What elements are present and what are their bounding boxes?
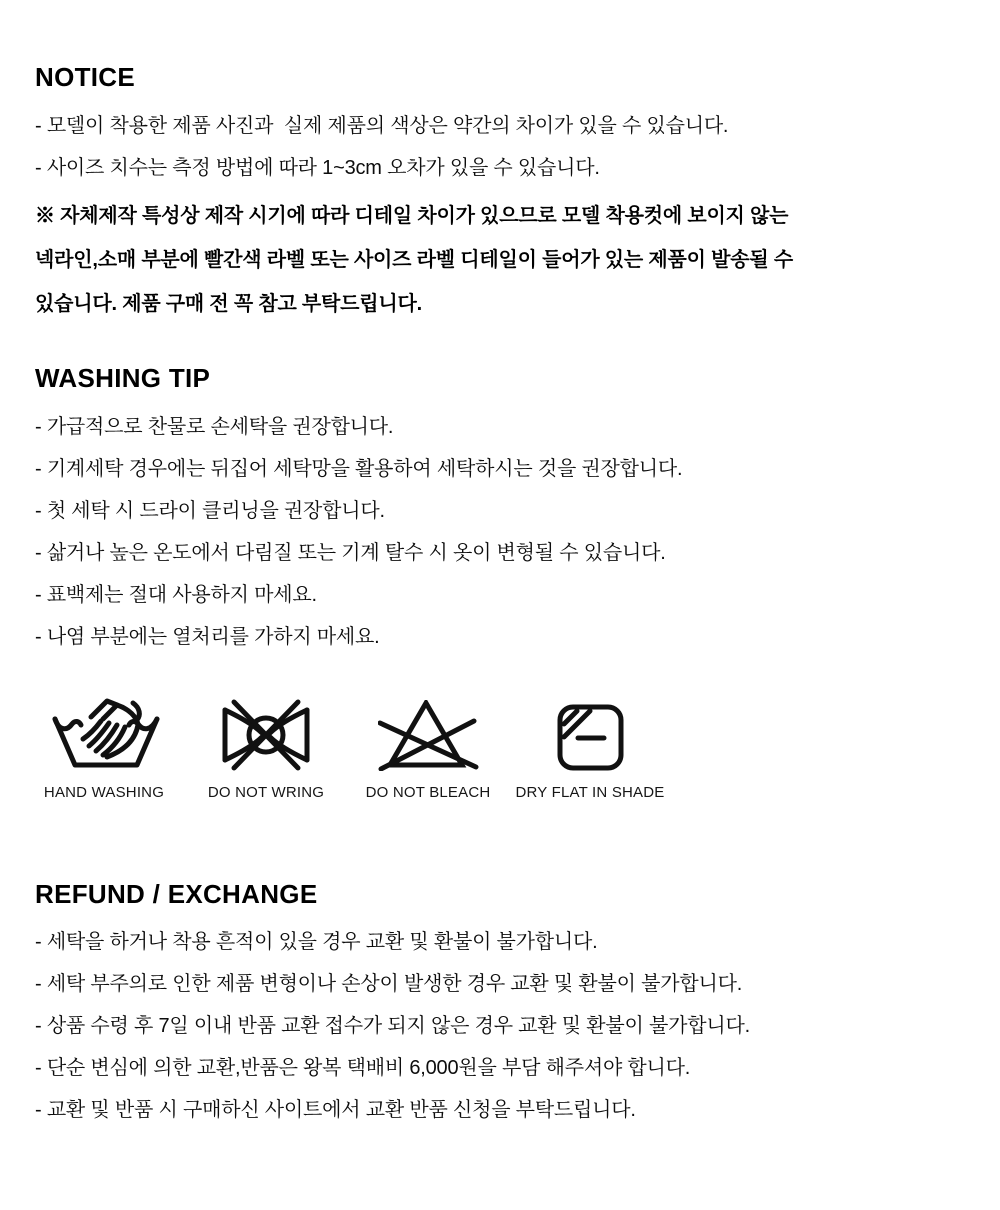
do-not-bleach-icon — [378, 700, 479, 771]
refund-exchange-item: - 세탁 부주의로 인한 제품 변형이나 손상이 발생한 경우 교환 및 환불이 불가합니다. — [35, 973, 743, 995]
production-warning-line: 넥라인,소매 부분에 빨간색 라벨 또는 사이즈 라벨 디테일이 들어가 있는 제품이 발송될 수 — [35, 249, 793, 271]
refund-exchange-item: - 단순 변심에 의한 교환,반품은 왕복 택배비 6,000원을 부담 해주셔야 합니다. — [35, 1057, 691, 1079]
refund-exchange-section — [35, 879, 970, 1131]
production-warning-line: 있습니다. 제품 구매 전 꼭 참고 부탁드립니다. — [35, 293, 423, 315]
care-icon-label: DO NOT BLEACH — [365, 784, 491, 801]
notice-item: - 모델이 착용한 제품 사진과 실제 제품의 색상은 약간의 차이가 있을 수 있습니다. — [35, 115, 729, 137]
washing-tip-list — [35, 406, 970, 658]
dry-flat-in-shade-icon — [557, 704, 624, 771]
notice-item: - 사이즈 치수는 측정 방법에 따라 1~3cm 오차가 있을 수 있습니다. — [35, 157, 600, 179]
refund-exchange-item: - 세탁을 하거나 착용 흔적이 있을 경우 교환 및 환불이 불가합니다. — [35, 931, 598, 953]
washing-tip-item: - 첫 세탁 시 드라이 클리닝을 권장합니다. — [35, 500, 385, 522]
notice-list — [35, 105, 970, 189]
care-icon-cell-hand-washing — [35, 691, 173, 802]
care-icon-cell-dry-flat-in-shade — [515, 691, 665, 802]
refund-exchange-heading: REFUND / EXCHANGE — [35, 879, 318, 909]
care-icon-cell-do-not-wring — [197, 691, 335, 802]
refund-exchange-item: - 교환 및 반품 시 구매하신 사이트에서 교환 반품 신청을 부탁드립니다. — [35, 1099, 636, 1121]
production-warning-line: ※ 자체제작 특성상 제작 시기에 따라 디테일 차이가 있으므로 모델 착용컷에 보이지 않는 — [35, 205, 789, 227]
washing-tip-section — [35, 363, 970, 802]
do-not-wring-icon — [216, 699, 316, 771]
washing-tip-item: - 나염 부분에는 열처리를 가하지 마세요. — [35, 626, 380, 648]
washing-tip-heading: WASHING TIP — [35, 363, 211, 393]
care-icon-label: DO NOT WRING — [207, 784, 325, 801]
washing-tip-item: - 가급적으로 찬물로 손세탁을 권장합니다. — [35, 416, 394, 438]
washing-tip-item: - 기계세탁 경우에는 뒤집어 세탁망을 활용하여 세탁하시는 것을 권장합니다. — [35, 458, 683, 480]
refund-exchange-list — [35, 921, 970, 1131]
notice-heading: NOTICE — [35, 62, 136, 92]
hand-washing-icon — [45, 691, 163, 771]
washing-tip-item: - 표백제는 절대 사용하지 마세요. — [35, 584, 317, 606]
refund-exchange-item: - 상품 수령 후 7일 이내 반품 교환 접수가 되지 않은 경우 교환 및 환불이 불가합니다. — [35, 1015, 750, 1037]
notice-section — [35, 62, 970, 326]
care-icons-row — [35, 691, 970, 802]
production-warning — [35, 194, 970, 326]
care-icon-cell-do-not-bleach — [359, 691, 497, 802]
washing-tip-item: - 삶거나 높은 온도에서 다림질 또는 기계 탈수 시 옷이 변형될 수 있습니다. — [35, 542, 666, 564]
care-icon-label: HAND WASHING — [43, 784, 165, 801]
care-icon-label: DRY FLAT IN SHADE — [515, 784, 665, 801]
